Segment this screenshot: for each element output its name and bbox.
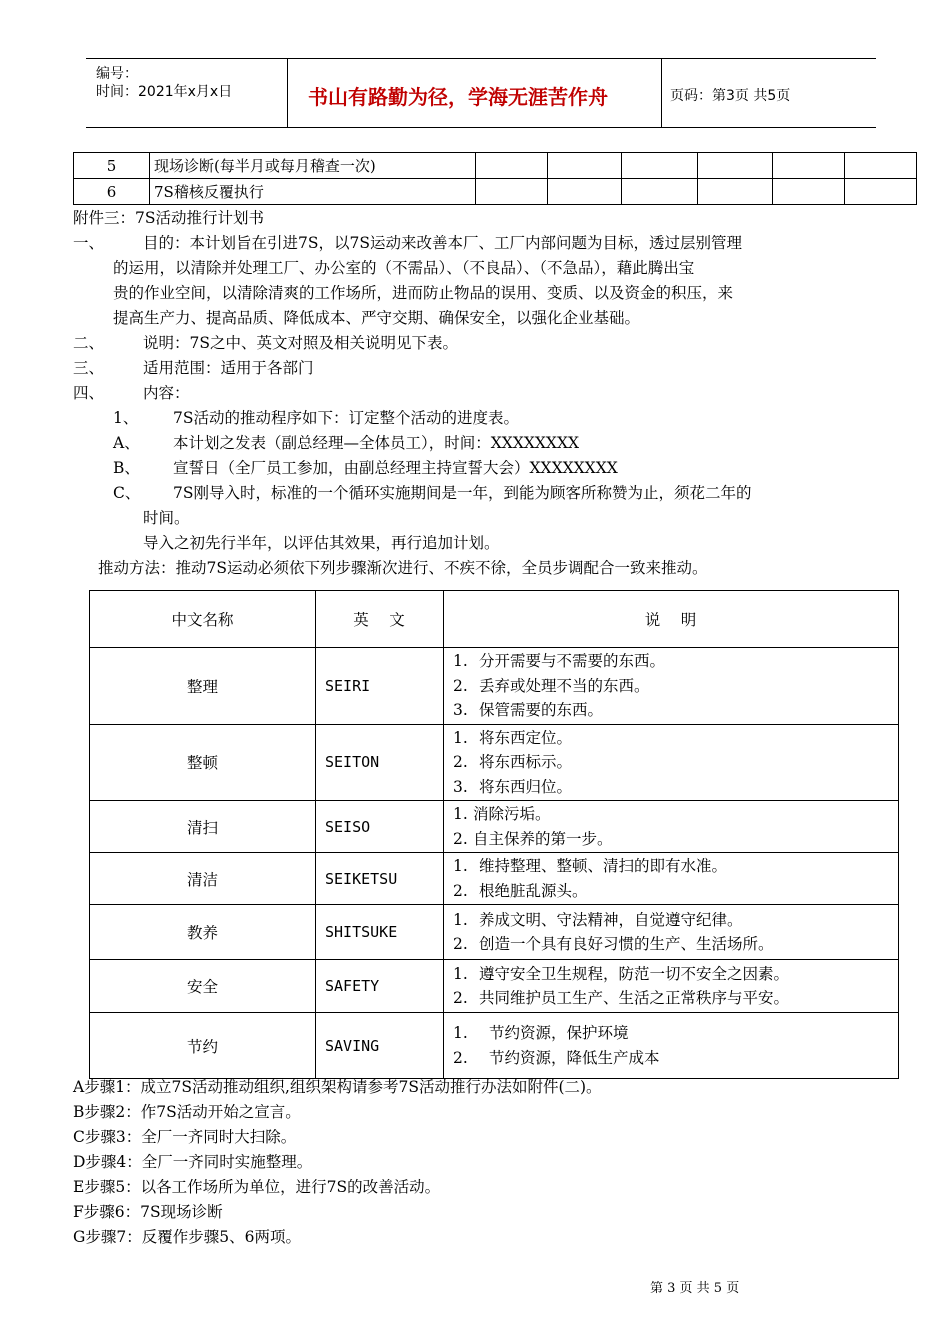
table-row — [90, 724, 899, 801]
7s-table — [89, 590, 899, 1079]
row-item: 现场诊断(每半月或每月稽查一次) — [150, 153, 476, 179]
term-english: SEITON — [316, 724, 444, 801]
term-chinese: 清扫 — [90, 801, 316, 853]
list-text: 共同维护员工生产、生活之正常秩序与平安。 — [479, 989, 790, 1007]
item-label: A、 — [113, 434, 140, 452]
header-divider — [287, 59, 288, 127]
list-text: 丢弃或处理不当的东西。 — [479, 676, 650, 695]
purpose-text: 目的：本计划旨在引进7S，以7S运动来改善本厂、工厂内部问题为目标，透过层别管理 — [143, 234, 742, 252]
header-divider — [661, 59, 662, 127]
list-number: 1. — [453, 1024, 468, 1042]
section-label: 三、 — [73, 359, 105, 377]
item-text: 宣誓日（全厂员工参加，由副总经理主持宣誓大会）XXXXXXXX — [173, 459, 618, 477]
step-item: G步骤7：反覆作步骤5、6两项。 — [73, 1228, 301, 1246]
list-text: 分开需要与不需要的东西。 — [479, 652, 666, 670]
step-item: B步骤2：作7S活动开始之宣言。 — [73, 1103, 301, 1121]
list-text: 根绝脏乱源头。 — [479, 881, 588, 900]
header-chinese-name: 中文名称 — [90, 591, 316, 648]
term-english: SEIKETSU — [316, 853, 444, 905]
list-text: 将东西归位。 — [479, 777, 573, 796]
empty-cell — [476, 153, 548, 179]
list-number: 3. — [453, 777, 468, 796]
term-english: SEISO — [316, 801, 444, 853]
section-label: 二、 — [73, 334, 105, 352]
list-text: 节约资源，保护环境 — [489, 1024, 629, 1042]
term-chinese: 整理 — [90, 648, 316, 725]
empty-cell — [622, 153, 698, 179]
term-description — [444, 905, 899, 960]
header-english: 英 文 — [316, 591, 444, 648]
list-text: 自主保养的第一步。 — [473, 829, 613, 848]
term-english: SAVING — [316, 1013, 444, 1079]
document-number-label: 编号： — [96, 66, 138, 82]
empty-cell — [845, 153, 917, 179]
table-row — [90, 1013, 899, 1079]
list-number: 1. — [453, 805, 468, 823]
item-text: 导入之初先行半年，以评估其效果，再行追加计划。 — [143, 534, 500, 552]
list-text: 保管需要的东西。 — [479, 701, 604, 719]
list-number: 2. — [453, 989, 468, 1007]
term-chinese: 清洁 — [90, 853, 316, 905]
empty-cell — [548, 153, 622, 179]
list-number: 1. — [453, 910, 468, 929]
document-time-label: 时间：2021年x月x日 — [96, 84, 233, 100]
table-row — [74, 179, 917, 205]
list-number: 2. — [453, 1048, 468, 1067]
method-text: 推动方法：推动7S运动必须依下列步骤渐次进行、不疾不徐，全员步调配合一致来推动。 — [98, 559, 708, 577]
content-heading: 内容： — [143, 384, 190, 402]
header-motto: 书山有路勤为径，学海无涯苦作舟 — [308, 85, 608, 109]
list-text: 消除污垢。 — [473, 805, 551, 823]
list-number: 1. — [453, 728, 468, 747]
header-page-label: 页码：第3页 共5页 — [670, 88, 791, 104]
table-header-row — [90, 591, 899, 648]
row-number: 5 — [74, 153, 150, 179]
purpose-text: 的运用，以清除并处理工厂、办公室的（不需品）、（不良品）、（不急品），藉此腾出宝 — [113, 259, 695, 277]
empty-cell — [698, 153, 773, 179]
list-number: 3. — [453, 701, 468, 719]
attachment-title: 附件三：7S活动推行计划书 — [73, 209, 264, 227]
item-label: C、 — [113, 484, 141, 502]
list-number: 2. — [453, 753, 468, 771]
term-chinese: 教养 — [90, 905, 316, 960]
empty-cell — [476, 179, 548, 205]
term-chinese: 安全 — [90, 960, 316, 1013]
item-text: 本计划之发表（副总经理—全体员工），时间：XXXXXXXX — [173, 434, 580, 452]
step-item: F步骤6：7S现场诊断 — [73, 1203, 223, 1221]
table-row — [90, 853, 899, 905]
page-header — [86, 58, 876, 128]
purpose-text: 贵的作业空间，以清除清爽的工作场所，进而防止物品的误用、变质、以及资金的积压，来 — [113, 284, 734, 302]
schedule-table-continuation — [73, 152, 917, 205]
explanation-text: 说明：7S之中、英文对照及相关说明见下表。 — [143, 334, 458, 352]
list-number: 2. — [453, 676, 468, 695]
step-item: A步骤1：成立7S活动推动组织,组织架构请参考7S活动推行办法如附件(二)。 — [73, 1078, 602, 1096]
table-row — [90, 960, 899, 1013]
table-row — [90, 905, 899, 960]
header-description: 说 明 — [444, 591, 899, 648]
step-item: E步骤5：以各工作场所为单位，进行7S的改善活动。 — [73, 1178, 441, 1196]
term-description — [444, 648, 899, 725]
list-text: 养成文明、守法精神，自觉遵守纪律。 — [479, 910, 743, 929]
item-text: 时间。 — [143, 509, 190, 527]
list-number: 1. — [453, 857, 468, 875]
list-text: 将东西定位。 — [479, 728, 573, 747]
item-label: B、 — [113, 459, 140, 477]
empty-cell — [845, 179, 917, 205]
list-number: 1. — [453, 964, 468, 983]
list-number: 2. — [453, 881, 468, 900]
empty-cell — [773, 153, 845, 179]
term-chinese: 整顿 — [90, 724, 316, 801]
term-description — [444, 801, 899, 853]
section-label: 一、 — [73, 234, 105, 252]
empty-cell — [698, 179, 773, 205]
empty-cell — [548, 179, 622, 205]
list-number: 2. — [453, 935, 468, 953]
page-footer: 第 3 页 共 5 页 — [650, 1281, 740, 1296]
scope-text: 适用范围：适用于各部门 — [143, 359, 314, 377]
term-chinese: 节约 — [90, 1013, 316, 1079]
item-label: 1、 — [113, 409, 139, 427]
term-description — [444, 724, 899, 801]
term-description — [444, 1013, 899, 1079]
empty-cell — [622, 179, 698, 205]
row-number: 6 — [74, 179, 150, 205]
term-english: SHITSUKE — [316, 905, 444, 960]
step-item: C步骤3：全厂一齐同时大扫除。 — [73, 1128, 297, 1146]
table-row — [90, 801, 899, 853]
list-number: 1. — [453, 652, 468, 670]
list-number: 2. — [453, 829, 468, 848]
list-text: 将东西标示。 — [479, 753, 573, 771]
section-label: 四、 — [73, 384, 105, 402]
table-row — [74, 153, 917, 179]
term-english: SEIRI — [316, 648, 444, 725]
list-text: 节约资源，降低生产成本 — [489, 1048, 660, 1067]
row-item: 7S稽核反覆执行 — [150, 179, 476, 205]
table-row — [90, 648, 899, 725]
purpose-text: 提高生产力、提高品质、降低成本、严守交期、确保安全，以强化企业基础。 — [113, 309, 641, 327]
list-text: 维持整理、整顿、清扫的即有水准。 — [479, 857, 728, 875]
item-text: 7S活动的推动程序如下：订定整个活动的进度表。 — [173, 409, 519, 427]
empty-cell — [773, 179, 845, 205]
term-description — [444, 960, 899, 1013]
term-description — [444, 853, 899, 905]
term-english: SAFETY — [316, 960, 444, 1013]
list-text: 创造一个具有良好习惯的生产、生活场所。 — [479, 935, 774, 953]
item-text: 7S刚导入时，标准的一个循环实施期间是一年，到能为顾客所称赞为止，须花二年的 — [173, 484, 752, 502]
list-text: 遵守安全卫生规程，防范一切不安全之因素。 — [479, 964, 790, 983]
step-item: D步骤4：全厂一齐同时实施整理。 — [73, 1153, 313, 1171]
